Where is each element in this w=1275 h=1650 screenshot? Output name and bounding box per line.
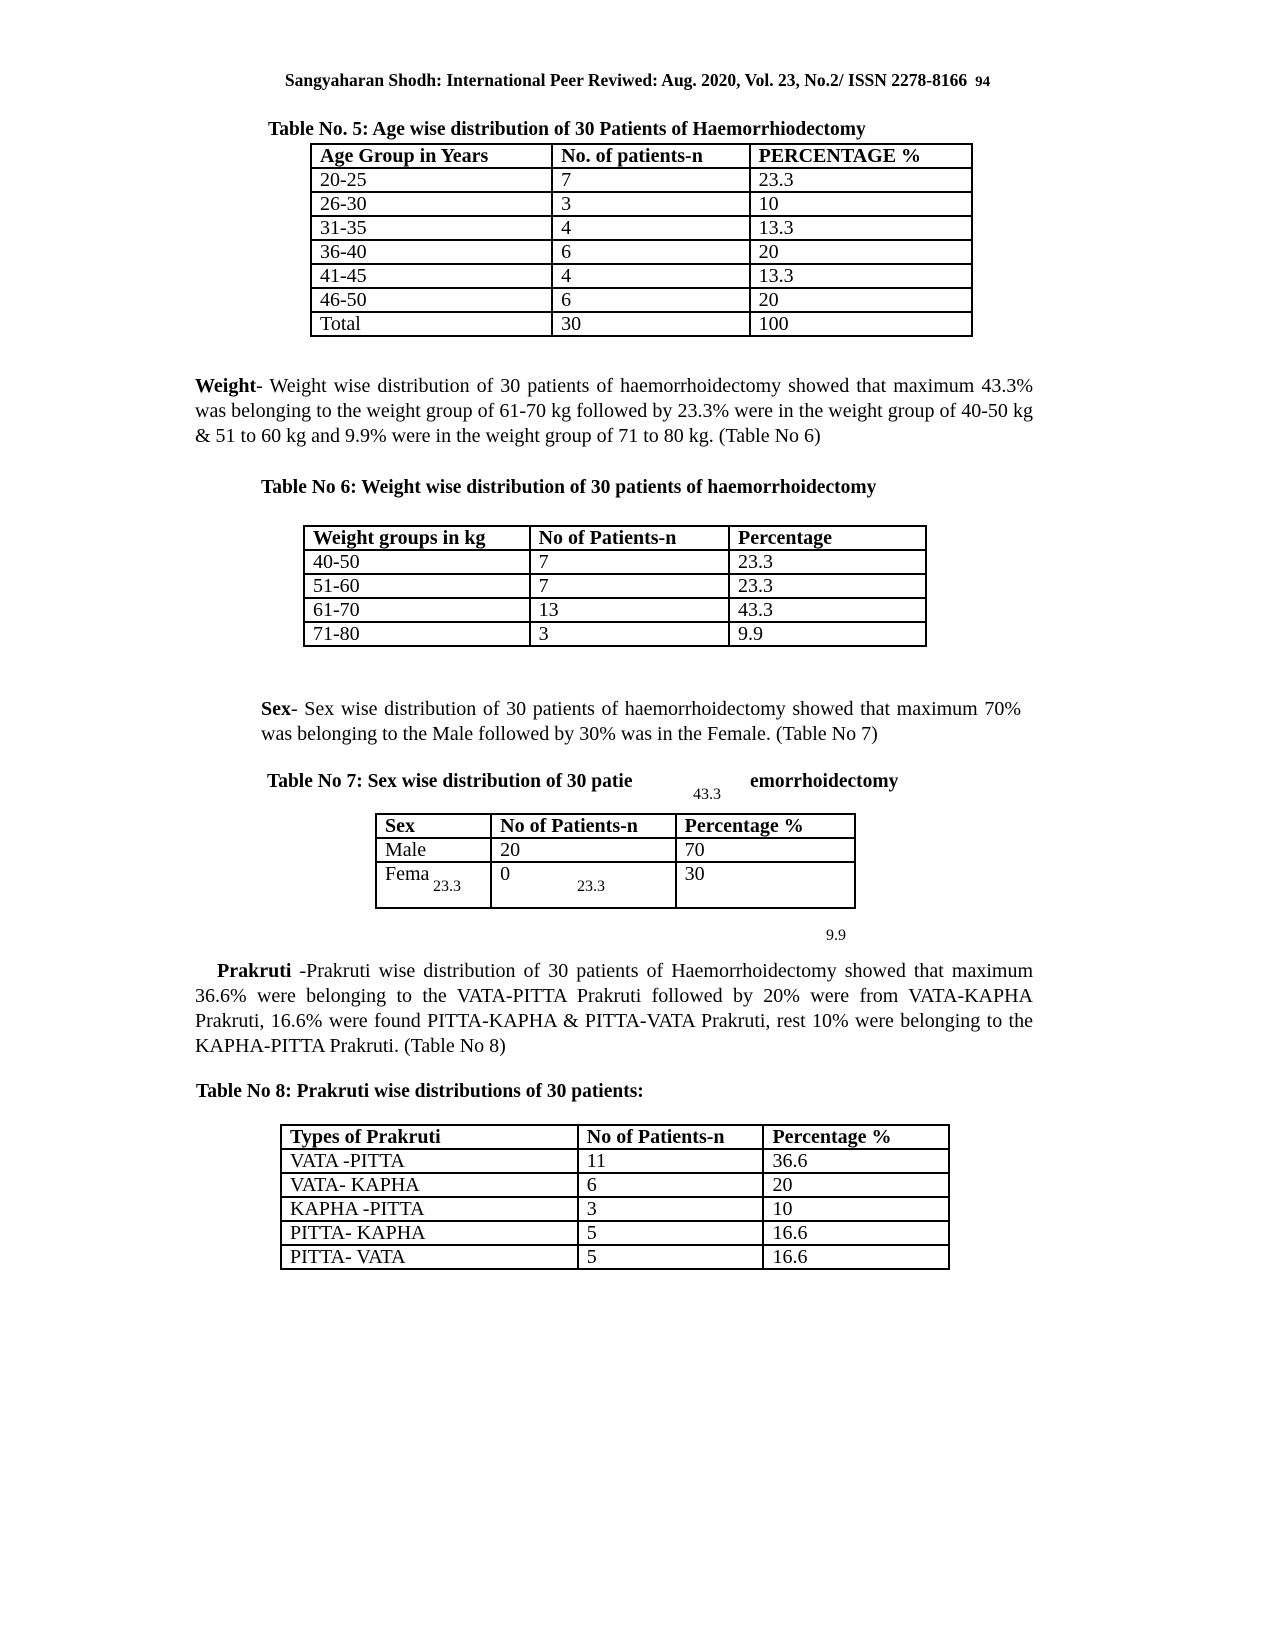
table-cell: 6 <box>552 288 749 312</box>
table-cell: PITTA- VATA <box>281 1245 578 1269</box>
table-cell: 43.3 <box>729 598 926 622</box>
table-row <box>311 288 972 312</box>
sex-text: - Sex wise distribution of 30 patients of haemorrhoidectomy showed that maximum 70% was belonging to the Male followed by 30% was in the Female. (Table No 7) <box>261 698 1021 745</box>
table-row <box>281 1245 949 1269</box>
table-cell: PITTA- KAPHA <box>281 1221 578 1245</box>
table-row <box>311 312 972 336</box>
table6 <box>303 525 927 647</box>
weight-paragraph <box>195 374 1033 449</box>
table-cell: 4 <box>552 264 749 288</box>
table6-column-header: Weight groups in kg <box>304 526 530 550</box>
journal-header-text: Sangyaharan Shodh: International Peer Reviwed: Aug. 2020, Vol. 23, No.2/ ISSN 2278-8166 <box>284 70 968 90</box>
table8-header-row <box>281 1125 949 1149</box>
table7-caption-left: Table No 7: Sex wise distribution of 30 patie <box>267 771 633 792</box>
table-cell: 20 <box>750 288 972 312</box>
page-header <box>0 70 1275 91</box>
table5 <box>310 143 973 337</box>
table-cell: 13.3 <box>750 264 972 288</box>
table-cell: 5 <box>578 1221 764 1245</box>
table7-column-header: Sex <box>376 814 491 838</box>
table-cell: 70 <box>676 838 855 862</box>
table-cell: 6 <box>552 240 749 264</box>
table8-column-header: No of Patients-n <box>578 1125 764 1149</box>
table-row <box>304 550 926 574</box>
table-cell: 13.3 <box>750 216 972 240</box>
table-cell: 71-80 <box>304 622 530 646</box>
table-cell: 10 <box>763 1197 949 1221</box>
table-row <box>304 622 926 646</box>
stray-label-a: 43.3 <box>693 786 721 803</box>
table-cell: 16.6 <box>763 1221 949 1245</box>
table-row <box>376 838 855 862</box>
table-cell: 30 <box>552 312 749 336</box>
table-cell: 20 <box>763 1173 949 1197</box>
table6-caption: Table No 6: Weight wise distribution of 30 patients of haemorrhoidectomy <box>261 477 877 498</box>
table-cell: 3 <box>552 192 749 216</box>
table6-header-row <box>304 526 926 550</box>
table-cell: VATA- KAPHA <box>281 1173 578 1197</box>
table8-body <box>281 1125 949 1269</box>
table-cell: 36.6 <box>763 1149 949 1173</box>
table-cell: 23.3 <box>729 574 926 598</box>
table-cell: 40-50 <box>304 550 530 574</box>
table-cell: 0 <box>491 862 676 908</box>
table-cell: 41-45 <box>311 264 552 288</box>
table-cell: 30 <box>676 862 855 908</box>
table-cell: 6 <box>578 1173 764 1197</box>
stray-label-d: 9.9 <box>826 927 846 944</box>
table-cell: 7 <box>552 168 749 192</box>
table5-header-row <box>311 144 972 168</box>
table-cell: 23.3 <box>750 168 972 192</box>
table8-column-header: Percentage % <box>763 1125 949 1149</box>
table8 <box>280 1124 950 1270</box>
table5-column-header: No. of patients-n <box>552 144 749 168</box>
table-row <box>311 240 972 264</box>
table-cell: 9.9 <box>729 622 926 646</box>
table-cell: 13 <box>530 598 729 622</box>
table-row <box>304 598 926 622</box>
table7-caption-right: emorrhoidectomy <box>750 771 899 792</box>
stray-label-b: 23.3 <box>433 878 461 895</box>
sex-lead: Sex <box>261 698 291 720</box>
table-cell: VATA -PITTA <box>281 1149 578 1173</box>
table5-column-header: Age Group in Years <box>311 144 552 168</box>
table-cell: 4 <box>552 216 749 240</box>
table-cell: 31-35 <box>311 216 552 240</box>
page-number: 94 <box>975 74 991 90</box>
table-row <box>311 216 972 240</box>
table5-column-header: PERCENTAGE % <box>750 144 972 168</box>
prakruti-paragraph <box>195 959 1033 1059</box>
table8-caption: Table No 8: Prakruti wise distributions of 30 patients: <box>196 1081 644 1102</box>
table-cell: 100 <box>750 312 972 336</box>
table-cell: Total <box>311 312 552 336</box>
table-row <box>281 1221 949 1245</box>
table-cell: 3 <box>578 1197 764 1221</box>
table-row <box>281 1173 949 1197</box>
table-cell: 20 <box>750 240 972 264</box>
stray-label-c: 23.3 <box>577 878 605 895</box>
table6-column-header: No of Patients-n <box>530 526 729 550</box>
table-cell: 16.6 <box>763 1245 949 1269</box>
table-row <box>281 1197 949 1221</box>
table-cell: KAPHA -PITTA <box>281 1197 578 1221</box>
sex-paragraph <box>261 697 1021 747</box>
table6-body <box>304 526 926 646</box>
weight-lead: Weight <box>195 375 257 397</box>
table-cell: 7 <box>530 550 729 574</box>
table5-caption: Table No. 5: Age wise distribution of 30 Patients of Haemorrhiodectomy <box>268 119 866 140</box>
weight-text: - Weight wise distribution of 30 patients of haemorrhoidectomy showed that maximum 43.3% was belonging to the weight group of 61-70 kg followed by 23.3% were in the weight group of 40-50 kg & 51 to 60 kg and 9.9% were in the weight group of 71 to 80 kg. (Table No 6) <box>195 375 1033 447</box>
table-cell: 61-70 <box>304 598 530 622</box>
table-row <box>311 168 972 192</box>
table-row <box>304 574 926 598</box>
table-cell: 20 <box>491 838 676 862</box>
table-cell: 23.3 <box>729 550 926 574</box>
table-cell: 11 <box>578 1149 764 1173</box>
table-cell: 26-30 <box>311 192 552 216</box>
table6-column-header: Percentage <box>729 526 926 550</box>
prakruti-lead: Prakruti <box>217 960 292 982</box>
table-cell: 36-40 <box>311 240 552 264</box>
table7-column-header: No of Patients-n <box>491 814 676 838</box>
table7-column-header: Percentage % <box>676 814 855 838</box>
table-cell: Male <box>376 838 491 862</box>
table8-column-header: Types of Prakruti <box>281 1125 578 1149</box>
table-cell: 51-60 <box>304 574 530 598</box>
table-cell: 46-50 <box>311 288 552 312</box>
table5-body <box>311 144 972 336</box>
table-cell: 5 <box>578 1245 764 1269</box>
prakruti-text: -Prakruti wise distribution of 30 patients of Haemorrhoidectomy showed that maximum 36.6% were belonging to the VATA-PITTA Prakruti followed by 20% were from VATA-KAPHA Prakruti, 16.6% were found PITTA-KAPHA & PITTA-VATA Prakruti, rest 10% were belonging to the KAPHA-PITTA Prakruti. (Table No 8) <box>195 960 1033 1057</box>
table-row <box>311 192 972 216</box>
table-cell: 10 <box>750 192 972 216</box>
table-cell: 20-25 <box>311 168 552 192</box>
table-row <box>311 264 972 288</box>
table-row <box>281 1149 949 1173</box>
table-cell: 7 <box>530 574 729 598</box>
table-cell: 3 <box>530 622 729 646</box>
table-cell: Fema <box>376 862 491 908</box>
table7-header-row <box>376 814 855 838</box>
